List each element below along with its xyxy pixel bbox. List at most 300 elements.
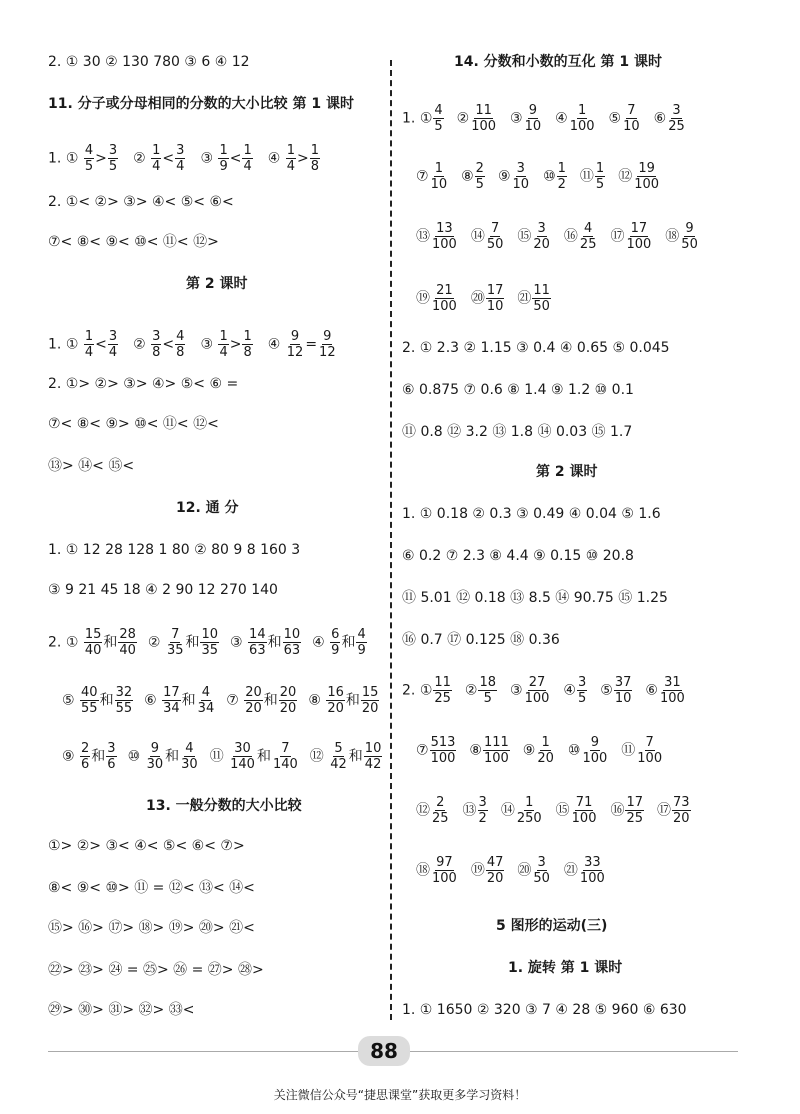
item-marker: ③ [230, 634, 248, 651]
fraction-answer [543, 162, 568, 191]
and-label: 和 [341, 634, 356, 651]
fraction-pair [148, 628, 220, 657]
fraction [151, 144, 161, 173]
fraction-pair-row [48, 686, 390, 715]
denominator: 4 [152, 159, 161, 174]
fraction [175, 144, 185, 173]
compare-item [66, 330, 119, 359]
answer-line: ⑦< ⑧< ⑨< ⑩< ⑪< ⑫> [48, 234, 219, 250]
compare-item [66, 144, 119, 173]
numerator: 37 [614, 675, 632, 690]
compare-item [133, 330, 186, 359]
fraction-answer [517, 856, 552, 885]
fraction-answer [657, 796, 692, 825]
fraction-answer [654, 104, 687, 133]
numerator: 2 [81, 741, 90, 756]
fraction [242, 144, 252, 173]
denominator: 250 [516, 811, 542, 826]
item-marker: ⑫ [416, 802, 430, 819]
denominator: 20 [361, 701, 379, 716]
item-marker: ④ [563, 682, 576, 699]
numerator: 9 [685, 221, 694, 236]
answer-line: ⑥ 0.2 ⑦ 2.3 ⑧ 4.4 ⑨ 0.15 ⑩ 20.8 [402, 548, 634, 564]
fraction [242, 330, 252, 359]
numerator: 15 [361, 685, 379, 700]
numerator: 3 [478, 795, 487, 810]
numerator: 9 [528, 103, 538, 118]
fraction [244, 686, 263, 715]
fraction-answer [555, 104, 596, 133]
numerator: 5 [334, 741, 343, 756]
denominator: 10 [512, 177, 530, 192]
comparison-sign: < [162, 336, 175, 353]
fraction-compare-row [48, 144, 335, 173]
fraction-answer [621, 736, 664, 765]
denominator: 25 [626, 811, 644, 826]
denominator: 100 [471, 119, 497, 134]
answer-line: 2. ①< ②> ③> ④< ⑤< ⑥< [48, 194, 234, 210]
fraction-answer [501, 796, 544, 825]
denominator: 5 [483, 691, 492, 706]
numerator: 30 [234, 741, 251, 756]
fraction [625, 796, 644, 825]
fraction [486, 284, 505, 313]
fraction [577, 676, 587, 705]
item-marker: ① [419, 110, 433, 127]
denominator: 50 [681, 237, 698, 252]
fraction-answer [471, 284, 506, 313]
numerator: 1 [434, 161, 443, 176]
fraction [84, 144, 94, 173]
answer-line: 1. ① 0.18 ② 0.3 ③ 0.49 ④ 0.04 ⑤ 1.6 [402, 506, 661, 522]
and-label: 和 [185, 634, 200, 651]
denominator: 2 [557, 177, 566, 192]
fraction-pair-row [48, 742, 393, 771]
fraction-pair [312, 628, 368, 657]
denominator: 100 [432, 237, 457, 252]
fraction-pair [128, 742, 200, 771]
comparison-sign: = [305, 336, 318, 353]
compare-item [268, 330, 338, 359]
denominator: 55 [115, 701, 133, 716]
fraction-answer [580, 162, 606, 191]
numerator: 6 [331, 627, 340, 642]
denominator: 6 [107, 757, 116, 772]
fraction-answer [609, 104, 642, 133]
fraction [218, 330, 228, 359]
numerator: 1 [152, 143, 161, 158]
item-marker: ① [65, 336, 83, 353]
denominator: 100 [637, 751, 663, 766]
numerator: 71 [575, 795, 593, 810]
fraction [329, 742, 348, 771]
numerator: 21 [436, 283, 453, 298]
numerator: 3 [537, 855, 546, 870]
item-marker: ⑭ [470, 228, 485, 245]
fraction-answer [463, 796, 489, 825]
answer-line: ⑬> ⑭< ⑮< [48, 458, 135, 474]
numerator: 3 [516, 161, 525, 176]
fraction [180, 742, 199, 771]
fraction [84, 628, 103, 657]
numerator: 3 [672, 103, 681, 118]
numerator: 28 [119, 627, 136, 642]
fraction-answer [469, 736, 510, 765]
denominator: 100 [582, 751, 608, 766]
fraction [672, 796, 691, 825]
denominator: 25 [432, 811, 449, 826]
numerator: 7 [490, 221, 500, 236]
answer-line: ㉒> ㉓> ㉔ = ㉕> ㉖ = ㉗> ㉘> [48, 962, 264, 978]
item-marker: ⑱ [416, 862, 430, 879]
numerator: 4 [434, 103, 443, 118]
fraction-answer [564, 856, 607, 885]
item-marker: ③ [510, 110, 523, 127]
item-marker: ⑬ [462, 802, 477, 819]
item-marker: ⑩ [127, 748, 145, 765]
fraction [516, 796, 543, 825]
item-marker: ⑯ [610, 802, 625, 819]
numerator: 1 [525, 795, 534, 810]
and-label: 和 [348, 748, 363, 765]
fraction-row [402, 222, 712, 251]
fraction [330, 628, 340, 657]
fraction-row [402, 104, 699, 133]
fraction-pair [66, 628, 138, 657]
fraction [667, 104, 686, 133]
fraction [636, 736, 663, 765]
footer-note: 关注微信公众号“捷思课堂”获取更多学习资料！ [273, 1088, 527, 1102]
fraction-answer [600, 676, 633, 705]
denominator: 100 [579, 871, 605, 886]
item-marker: ⑳ [517, 862, 532, 879]
fraction [633, 162, 660, 191]
answer-line: 2. ① 30 ② 130 780 ③ 6 ④ 12 [48, 54, 250, 70]
item-marker: ⑤ [608, 110, 622, 127]
numerator: 97 [436, 855, 453, 870]
fraction [524, 104, 543, 133]
fraction [162, 686, 181, 715]
fraction [478, 796, 488, 825]
compare-item [200, 144, 253, 173]
item-marker: ⑪ [579, 168, 594, 185]
numerator: 1 [541, 735, 550, 750]
fraction [524, 676, 551, 705]
numerator: 27 [528, 675, 546, 690]
item-marker: ⑤ [62, 692, 80, 709]
numerator: 4 [357, 627, 366, 642]
item-marker: ⑥ [645, 682, 658, 699]
numerator: 3 [176, 143, 185, 158]
answer-line: ⑥ 0.875 ⑦ 0.6 ⑧ 1.4 ⑨ 1.2 ⑩ 0.1 [402, 382, 634, 398]
item-marker: ③ [510, 682, 523, 699]
fraction [272, 742, 299, 771]
section-title: 12. 通 分 [176, 500, 239, 516]
fraction-answer [564, 222, 599, 251]
fraction [310, 144, 320, 173]
denominator: 140 [272, 757, 298, 772]
question-number: 2. [48, 634, 62, 651]
fraction-pair [310, 742, 384, 771]
fraction [579, 222, 598, 251]
item-marker: ④ [555, 110, 568, 127]
numerator: 3 [107, 741, 116, 756]
numerator: 17 [626, 795, 644, 810]
denominator: 25 [434, 691, 451, 706]
item-marker: ⑲ [470, 862, 485, 879]
denominator: 2 [478, 811, 487, 826]
numerator: 18 [479, 675, 497, 690]
answer-line: 2. ① 2.3 ② 1.15 ③ 0.4 ④ 0.65 ⑤ 0.045 [402, 340, 670, 356]
numerator: 3 [152, 329, 161, 344]
answer-line: ⑧< ⑨< ⑩> ⑪ = ⑫< ⑬< ⑭< [48, 880, 255, 896]
item-marker: ⑫ [309, 748, 329, 765]
fraction-answer [416, 736, 457, 765]
item-marker: ④ [312, 634, 330, 651]
numerator: 1 [219, 143, 228, 158]
item-marker: ⑧ [308, 692, 326, 709]
fraction [151, 330, 161, 359]
comparison-sign: > [95, 150, 107, 167]
fraction-answer [618, 162, 661, 191]
fraction-compare-row [48, 330, 352, 359]
fraction-answer [465, 676, 498, 705]
fraction-answer [416, 162, 449, 191]
item-marker: ⑥ [144, 692, 162, 709]
fraction-answer [517, 222, 552, 251]
section-title: 13. 一般分数的大小比较 [146, 798, 302, 814]
question-number: 2. [402, 682, 416, 699]
item-marker: ③ [200, 336, 218, 353]
item-marker: ⑪ [209, 748, 229, 765]
denominator: 10 [486, 299, 504, 314]
fraction-answer [665, 222, 700, 251]
denominator: 100 [569, 119, 595, 134]
denominator: 5 [108, 159, 118, 174]
fraction-pair [210, 742, 300, 771]
item-marker: ⑱ [665, 228, 680, 245]
item-marker: ② [133, 336, 151, 353]
question-number: 1. [402, 110, 416, 127]
fraction-answer [457, 104, 498, 133]
item-marker: ⑥ [653, 110, 667, 127]
numerator: 47 [486, 855, 504, 870]
numerator: 14 [249, 627, 266, 642]
fraction [614, 676, 633, 705]
item-marker: ⑰ [610, 228, 625, 245]
numerator: 111 [483, 735, 509, 750]
numerator: 1 [84, 329, 94, 344]
denominator: 40 [119, 643, 136, 658]
fraction [318, 330, 337, 359]
numerator: 16 [327, 685, 344, 700]
fraction [364, 742, 383, 771]
denominator: 50 [486, 237, 504, 252]
item-marker: ① [419, 682, 433, 699]
denominator: 35 [201, 643, 219, 658]
and-label: 和 [91, 748, 106, 765]
denominator: 140 [230, 757, 255, 772]
lesson-title: 第 2 课时 [536, 464, 598, 480]
fraction [197, 686, 216, 715]
denominator: 10 [623, 119, 640, 134]
item-marker: ⑦ [416, 168, 429, 185]
denominator: 100 [430, 751, 456, 766]
fraction [430, 736, 457, 765]
denominator: 50 [533, 871, 550, 886]
item-marker: ④ [267, 336, 285, 353]
item-marker: ⑳ [470, 290, 485, 307]
answer-line: ③ 9 21 45 18 ④ 2 90 12 270 140 [48, 582, 278, 598]
item-marker: ⑲ [416, 290, 430, 307]
numerator: 17 [486, 283, 504, 298]
fraction [326, 686, 345, 715]
answer-line: ⑦< ⑧< ⑨> ⑩< ⑪< ⑫< [48, 416, 219, 432]
numerator: 1 [219, 329, 228, 344]
item-marker: ⑩ [543, 168, 556, 185]
numerator: 10 [283, 627, 301, 642]
denominator: 8 [152, 345, 161, 360]
item-marker: ⑮ [517, 228, 532, 245]
denominator: 20 [245, 701, 262, 716]
denominator: 20 [279, 701, 297, 716]
denominator: 5 [434, 119, 443, 134]
denominator: 5 [577, 691, 587, 706]
item-marker: ㉑ [517, 290, 532, 307]
fraction [166, 628, 185, 657]
numerator: 7 [281, 741, 290, 756]
fraction-row [402, 796, 704, 825]
numerator: 4 [176, 329, 185, 344]
fraction [625, 222, 652, 251]
fraction-answer [420, 676, 453, 705]
answer-line: 1. ① 12 28 128 1 80 ② 80 9 8 160 3 [48, 542, 301, 558]
fraction [80, 686, 99, 715]
numerator: 4 [584, 221, 593, 236]
fraction [581, 736, 608, 765]
denominator: 8 [176, 345, 185, 360]
fraction [475, 162, 485, 191]
fraction [84, 330, 94, 359]
item-marker: ② [147, 634, 165, 651]
fraction [283, 628, 302, 657]
and-label: 和 [103, 634, 118, 651]
denominator: 20 [486, 871, 504, 886]
section-title: 11. 分子或分母相同的分数的大小比较 第 1 课时 [48, 96, 355, 112]
item-marker: ⑨ [62, 748, 80, 765]
fraction [175, 330, 185, 359]
numerator: 1 [243, 329, 252, 344]
numerator: 1 [595, 161, 605, 176]
comparison-sign: < [162, 150, 175, 167]
item-marker: ⑫ [618, 168, 633, 185]
denominator: 10 [430, 177, 448, 192]
fraction-row [402, 284, 564, 313]
and-label: 和 [99, 692, 114, 709]
numerator: 11 [533, 283, 550, 298]
numerator: 17 [163, 685, 180, 700]
fraction-answer [416, 856, 459, 885]
denominator: 100 [634, 177, 660, 192]
denominator: 10 [614, 691, 632, 706]
fraction [118, 628, 137, 657]
column-divider [390, 60, 392, 1020]
numerator: 4 [201, 685, 211, 700]
numerator: 3 [537, 221, 546, 236]
fraction-row [402, 736, 676, 765]
item-marker: ⑧ [461, 168, 474, 185]
numerator: 13 [436, 221, 453, 236]
numerator: 2 [436, 795, 445, 810]
denominator: 4 [243, 159, 252, 174]
comparison-sign: < [95, 336, 107, 353]
fraction-answer [420, 104, 445, 133]
denominator: 10 [524, 119, 542, 134]
and-label: 和 [267, 634, 282, 651]
fraction-pair [62, 742, 118, 771]
denominator: 5 [475, 177, 484, 192]
answer-line: ⑮> ⑯> ⑰> ⑱> ⑲> ⑳> ㉑< [48, 920, 255, 936]
fraction [200, 628, 219, 657]
fraction [431, 222, 458, 251]
numerator: 7 [171, 627, 180, 642]
numerator: 1 [577, 103, 587, 118]
fraction [229, 742, 256, 771]
numerator: 15 [84, 627, 102, 642]
fraction [108, 144, 118, 173]
denominator: 9 [357, 643, 366, 658]
numerator: 10 [364, 741, 382, 756]
fraction-answer [510, 104, 543, 133]
numerator: 9 [150, 741, 159, 756]
fraction-answer [645, 676, 686, 705]
item-marker: ⑮ [555, 802, 570, 819]
fraction-row [402, 676, 699, 705]
question-number: 1. [48, 336, 62, 353]
fraction-answer [471, 222, 506, 251]
item-marker: ① [65, 634, 83, 651]
denominator: 50 [533, 299, 550, 314]
numerator: 10 [201, 627, 219, 642]
item-marker: ⑪ [621, 742, 636, 759]
comparison-sign: > [297, 150, 309, 167]
denominator: 100 [524, 691, 550, 706]
denominator: 55 [81, 701, 98, 716]
item-marker: ⑤ [600, 682, 613, 699]
fraction-answer [610, 222, 653, 251]
numerator: 1 [286, 143, 296, 158]
denominator: 25 [579, 237, 597, 252]
fraction-row [402, 162, 673, 191]
fraction [248, 628, 267, 657]
fraction [557, 162, 567, 191]
answer-line: 2. ①> ②> ③> ④> ⑤< ⑥ = [48, 376, 239, 392]
denominator: 100 [432, 299, 457, 314]
answer-line: ⑪ 0.8 ⑫ 3.2 ⑬ 1.8 ⑭ 0.03 ⑮ 1.7 [402, 424, 633, 440]
fraction [532, 856, 551, 885]
fraction-pair [144, 686, 216, 715]
fraction [532, 222, 551, 251]
fraction [279, 686, 298, 715]
fraction [536, 736, 555, 765]
numerator: 4 [84, 143, 94, 158]
numerator: 7 [645, 735, 654, 750]
fraction [218, 144, 228, 173]
item-marker: ⑦ [226, 692, 244, 709]
page-number: 88 [358, 1036, 410, 1066]
numerator: 3 [108, 329, 118, 344]
fraction-row [402, 856, 619, 885]
